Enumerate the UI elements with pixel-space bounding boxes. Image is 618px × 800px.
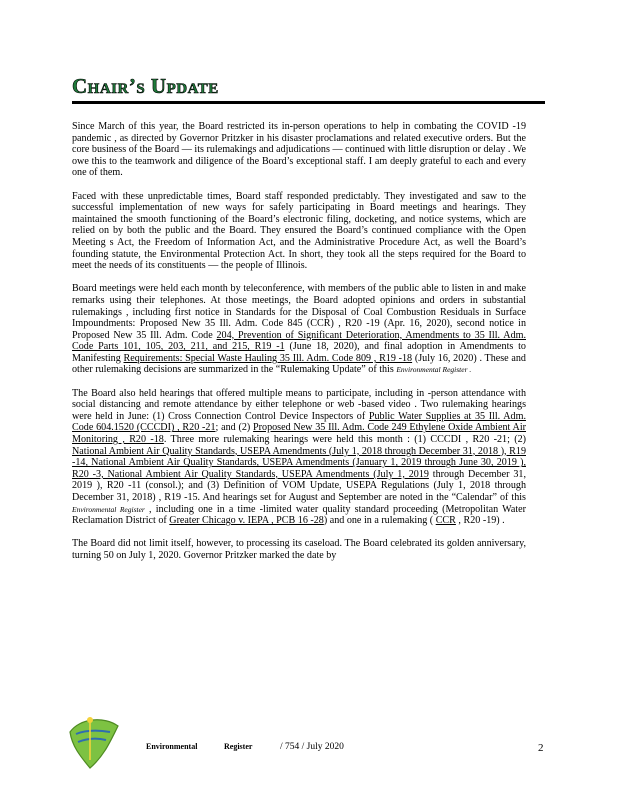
footer-journal: Environmental	[146, 742, 198, 751]
rulemaking-link-naaqs[interactable]: National Ambient Air Quality Standards, USEPA Amendments (July 1, 2018 through December 31, 2018 ), R19 -14, National Ambient Air Quality Standards, USEPA Amendments (January 1, 2019 through June 30, 2019 ), R20 -3, National Ambient Air Quality Standards, USEPA Amendments (July 1, 2019	[72, 445, 526, 480]
text-segment: ) and one in a rulemaking (	[323, 515, 436, 527]
rulemaking-link-ccr[interactable]: CCR	[435, 515, 456, 527]
rulemaking-link-cccdi[interactable]: Public Water Supplies at 35 Ill. Adm. Code 604.1520 (CCCDI) , R20 -21	[72, 410, 526, 434]
rulemaking-link-psd[interactable]: 204, Prevention of Significant Deterioration, Amendments to 35 Ill. Adm. Code Parts 101, 105, 203, 211, and 215, R19 -1	[72, 329, 526, 353]
text-segment: , R20 -19) .	[455, 515, 505, 527]
section-title: Chair’s Update	[72, 74, 219, 98]
register-reference: Environmental Register	[72, 504, 145, 514]
title-rule	[72, 101, 545, 104]
text-segment: The Board also held hearings that offered multiple means to participate, including in -person attendance with social distancing and remote attendance by either telephone or web -based video . Two rulemaking hearings were held in June: (1) Cross Connection Control Device Inspectors of	[72, 387, 526, 422]
paragraph-hearings	[72, 388, 526, 527]
paragraph-staff: Faced with these unpredictable times, Board staff responded predictably. They investigated and saw to the successful implementation of new ways for safely participating in Board meetings and hearings. They maintained the smooth functioning of the Board’s electronic filing, docketing, and notice systems, which are relied on by both the public and the Board. They ensured the Board’s continued compliance with the Open Meeting s Act, the Freedom of Information Act, and the Administrative Procedure Act, as well the Board’s founding statute, the Environmental Protection Act. In short, they took all the steps required for the Board to meet the needs of its constituents — the people of Illinois.	[72, 190, 526, 272]
article-body	[72, 121, 526, 573]
register-reference: Environmental Register .	[396, 365, 472, 375]
footer-issue: / 754 / July 2020	[280, 742, 344, 752]
rulemaking-link-ethylene-oxide[interactable]: Proposed New 35 Ill. Adm. Code 249 Ethylene Oxide Ambient Air Monitoring , R20 -18	[72, 422, 527, 446]
text-segment: , including one in a time -limited water quality standard proceeding (Metropolitan Water Reclamation District of	[72, 503, 527, 527]
rulemaking-link-manifesting[interactable]: Requirements: Special Waste Hauling 35 Ill. Adm. Code 809 , R19 -18	[123, 352, 413, 364]
text-segment: Board meetings were held each month by teleconference, with members of the public able to listen in and make remarks using their telephones. At those meetings, the Board adopted opinions and orders in substantial rulemakings , including first notice in Standards for the Disposal of Coal Combustion Residuals in Surface Impoundments: Proposed New 35 Ill. Adm. Code 845 (CCR) , R20 -19 (Apr. 16, 2020), second notice in Proposed New 35 Ill. Adm. Code	[72, 283, 526, 341]
text-segment: (July 16, 2020) . These and other rulemaking decisions are summarized in the “Rulemaking Update” of this	[72, 352, 526, 376]
text-segment: through December 31, 2019 ), R20 -11 (consol.); and (3) Definition of VOM Update, USEPA Regulations (July 1, 2018 through December 31, 2018) , R19 -15. And hearings set for August and September are noted in the “Calendar” of this	[72, 468, 526, 503]
text-segment: ; and (2)	[215, 422, 254, 434]
paragraph-operations: Since March of this year, the Board restricted its in-person operations to help in combating the COVID -19 pandemic , as directed by Governor Pritzker in his disaster proclamations and related executive orders. But the core business of the Board — its rulemakings and adjudications — continued with little disruption or delay . We owe this to the teamwork and diligence of the Board’s exceptional staff. I am deeply grateful to each and every one of them.	[72, 121, 526, 179]
paragraph-anniversary: The Board did not limit itself, however, to processing its caseload. The Board celebrated its golden anniversary, turning 50 on July 1, 2020. Governor Pritzker marked the date by	[72, 538, 526, 561]
footer-register: Register	[224, 742, 253, 751]
paragraph-meetings	[72, 283, 526, 376]
page-footer	[72, 742, 545, 756]
text-segment: . Three more rulemaking hearings were held this month : (1) CCCDI , R20 -21; (2)	[163, 434, 526, 446]
case-link-mwrd[interactable]: Greater Chicago v. IEPA , PCB 16 -28	[169, 515, 324, 527]
text-segment: (June 18, 2020), and final adoption in Amendments to Manifesting	[72, 341, 526, 364]
page-number: 2	[538, 742, 544, 754]
